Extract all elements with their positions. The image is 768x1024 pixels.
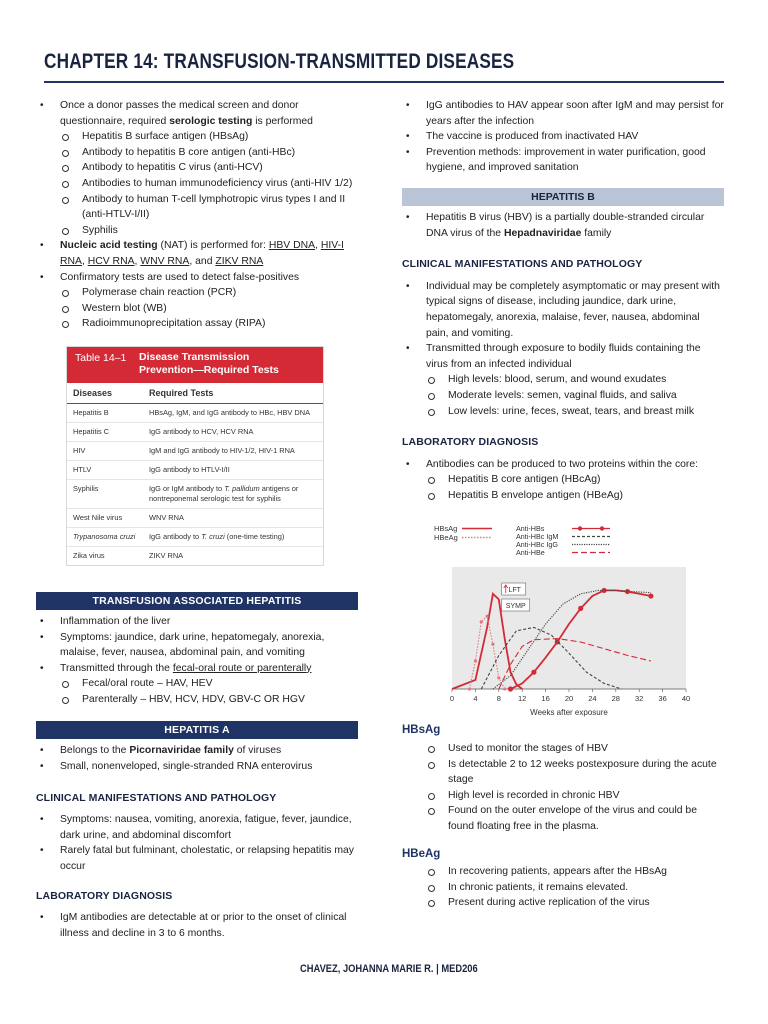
data-point	[491, 643, 494, 646]
intro-bullet: • Once a donor passes the medical screen and donor questionnaire, required serologic testing is performed	[36, 98, 358, 129]
list-item: • Symptoms: jaundice, dark urine, hepatomegaly, anorexia, malaise, fever, nausea, abdominal pain, and vomiting	[36, 630, 358, 661]
data-point	[648, 594, 653, 599]
table-cell: IgG antibody to HTLV-I/II	[149, 464, 230, 474]
table-row	[67, 547, 323, 565]
hbsag-heading: HBsAg	[402, 724, 441, 737]
list-item: • Transmitted through exposure to bodily fluids containing the virus from an infected individual	[402, 341, 724, 372]
list-item: Is detectable 2 to 12 weeks postexposure during the acute stage	[402, 757, 724, 788]
legend-marker	[600, 527, 604, 531]
hepa-clinical-heading: CLINICAL MANIFESTATIONS AND PATHOLOGY	[36, 791, 277, 804]
data-point	[474, 660, 477, 663]
legend-label: HBeAg	[434, 533, 458, 543]
list-item: • Prevention methods: improvement in water purification, good hygiene, and improved sanitation	[402, 145, 724, 176]
table-cell: WNV RNA	[149, 512, 184, 522]
table-row	[67, 404, 323, 423]
list-item: • Transmitted through the fecal-oral route or parenterally	[36, 661, 358, 677]
list-item: • Hepatitis B virus (HBV) is a partially double-stranded circular DNA virus of the Hepadnaviridae family	[402, 210, 724, 241]
data-point	[503, 688, 506, 691]
table-cell: West Nile virus	[73, 512, 123, 522]
list-item: Western blot (WB)	[36, 301, 358, 317]
x-tick-label: 4	[473, 694, 478, 704]
x-tick-label: 28	[611, 694, 620, 704]
table-header-row	[67, 383, 323, 404]
list-item: Hepatitis B surface antigen (HBsAg)	[36, 129, 358, 145]
list-item: • IgM antibodies are detectable at or prior to the onset of clinical illness and decline in 3 to 6 months.	[36, 910, 358, 941]
table-cell: IgG antibody to HCV, HCV RNA	[149, 426, 254, 436]
hepa-lab-heading: LABORATORY DIAGNOSIS	[36, 889, 173, 902]
x-tick-label: 12	[518, 694, 527, 704]
list-item: Moderate levels: semen, vaginal fluids, and saliva	[402, 388, 724, 404]
list-item: Hepatitis B envelope antigen (HBeAg)	[402, 488, 724, 504]
table-cell: HTLV	[73, 464, 92, 474]
table-row	[67, 480, 323, 509]
list-item: Polymerase chain reaction (PCR)	[36, 285, 358, 301]
data-point	[578, 606, 583, 611]
x-tick-label: 8	[496, 694, 501, 704]
right-column	[402, 98, 724, 911]
x-tick-label: 0	[449, 694, 455, 704]
left-column	[36, 98, 358, 941]
legend-label: Anti-HBs	[516, 524, 545, 534]
list-item: Radioimmunoprecipitation assay (RIPA)	[36, 316, 358, 332]
x-tick-label: 16	[541, 694, 550, 704]
list-item: • Inflammation of the liver	[36, 614, 358, 630]
chapter-title: CHAPTER 14: TRANSFUSION-TRANSMITTED DISEASES	[44, 50, 515, 73]
legend-label: Anti-HBe	[516, 548, 545, 558]
list-item: Hepatitis B core antigen (HBcAg)	[402, 472, 724, 488]
list-item: • The vaccine is produced from inactivated HAV	[402, 129, 724, 145]
annotation-symp: SYMP	[505, 603, 526, 611]
table-cell: IgG antibody to T. cruzi (one-time testing)	[149, 531, 285, 541]
title-rule	[44, 81, 724, 83]
list-item: Found on the outer envelope of the virus and could be found floating free in the plasma.	[402, 803, 724, 834]
table-row	[67, 442, 323, 461]
table-cell: Hepatitis C	[73, 426, 110, 436]
list-item: • Small, nonenveloped, single-stranded RNA enterovirus	[36, 759, 358, 775]
hepa-heading: HEPATITIS A	[36, 721, 358, 739]
table-cell: Hepatitis B	[73, 407, 109, 417]
list-item: • IgG antibodies to HAV appear soon after IgM and may persist for years after the infection	[402, 98, 724, 129]
x-axis-label: Weeks after exposure	[530, 708, 608, 718]
list-item: Antibodies to human immunodeficiency virus (anti-HIV 1/2)	[36, 176, 358, 192]
x-tick-label: 20	[564, 694, 574, 704]
list-item: • Individual may be completely asymptomatic or may present with typical signs of disease, including jaundice, dark urine, hepatomegaly, anorexia, malaise, fever, nausea, abdominal pain, and vomiting.	[402, 279, 724, 341]
table-cell: IgM and IgG antibody to HIV-1/2, HIV-1 RNA	[149, 445, 295, 455]
data-point	[508, 687, 513, 692]
table-cell: Syphilis	[73, 483, 99, 493]
x-tick-label: 32	[635, 694, 644, 704]
list-item: High level is recorded in chronic HBV	[402, 788, 724, 804]
data-point	[486, 615, 489, 618]
table-name: Disease Transmission Prevention—Required Tests	[139, 350, 279, 376]
list-item: Antibody to hepatitis B core antigen (anti-HBc)	[36, 145, 358, 161]
list-item: • Belongs to the Picornaviridae family of viruses	[36, 743, 358, 759]
list-item: In recovering patients, appears after the HBsAg	[402, 864, 724, 880]
list-item: Low levels: urine, feces, sweat, tears, and breast milk	[402, 404, 724, 420]
x-tick-label: 40	[681, 694, 691, 704]
table-cell: ZIKV RNA	[149, 550, 184, 560]
hbv-serology-chart	[434, 517, 694, 717]
list-item: Fecal/oral route – HAV, HEV	[36, 676, 358, 692]
hbv-serology-chart-svg	[434, 517, 694, 717]
list-item: Parenterally – HBV, HCV, HDV, GBV-C OR HGV	[36, 692, 358, 708]
list-item: Antibody to human T-cell lymphotropic virus types I and II (anti-HTLV-I/II)	[36, 192, 358, 223]
list-item: In chronic patients, it remains elevated.	[402, 880, 724, 896]
table-col-header: Diseases	[73, 387, 113, 398]
table-row	[67, 528, 323, 547]
table-cell: Zika virus	[73, 550, 105, 560]
required-tests-table	[66, 346, 324, 566]
legend-label: Anti-HBc IgM	[516, 532, 559, 542]
legend-label: Anti-HBc IgG	[516, 540, 558, 550]
legend-marker	[578, 527, 582, 531]
data-point	[468, 688, 471, 691]
table-row	[67, 509, 323, 528]
confirm-bullet: • Confirmatory tests are used to detect false-positives	[36, 270, 358, 286]
table-cell: Trypanosoma cruzi	[73, 531, 136, 541]
x-tick-label: 36	[658, 694, 667, 704]
table-caption	[67, 347, 323, 383]
data-point	[480, 621, 483, 624]
table-row	[67, 461, 323, 480]
tah-heading: TRANSFUSION ASSOCIATED HEPATITIS	[36, 592, 358, 610]
table-cell: HIV	[73, 445, 86, 455]
nat-bullet: • Nucleic acid testing (NAT) is performed for: HBV DNA, HIV-I RNA, HCV RNA, WNV RNA, and ZIKV RNA	[36, 238, 358, 269]
legend-label: HBsAg	[434, 524, 458, 534]
annotation-lft: LFT	[508, 587, 521, 595]
page-footer: CHAVEZ, JOHANNA MARIE R. | MED206	[300, 963, 478, 975]
data-point	[531, 670, 536, 675]
table-cell: HBsAg, IgM, and IgG antibody to HBc, HBV DNA	[149, 407, 311, 417]
table-cell: IgG or IgM antibody to T. pallidum antigens or nontreponemal serologic test for syphilis	[149, 483, 299, 503]
list-item: • Antibodies can be produced to two proteins within the core:	[402, 457, 724, 473]
x-tick-label: 24	[588, 694, 597, 704]
list-item: • Rarely fatal but fulminant, cholestatic, or relapsing hepatitis may occur	[36, 843, 358, 874]
hepb-clinical-heading: CLINICAL MANIFESTATIONS AND PATHOLOGY	[402, 258, 643, 271]
table-number: Table 14–1	[75, 351, 127, 364]
list-item: Antibody to hepatitis C virus (anti-HCV)	[36, 160, 358, 176]
hepb-lab-heading: LABORATORY DIAGNOSIS	[402, 436, 539, 449]
list-item: Present during active replication of the virus	[402, 895, 724, 911]
list-item: Used to monitor the stages of HBV	[402, 741, 724, 757]
table-col-header: Required Tests	[149, 387, 214, 398]
table-row	[67, 423, 323, 442]
data-point	[497, 677, 500, 680]
list-item: Syphilis	[36, 223, 358, 239]
list-item: • Symptoms: nausea, vomiting, anorexia, fatigue, fever, jaundice, dark urine, and abdominal discomfort	[36, 812, 358, 843]
hepb-heading: HEPATITIS B	[402, 188, 724, 206]
list-item: High levels: blood, serum, and wound exudates	[402, 372, 724, 388]
hbeag-heading: HBeAg	[402, 847, 441, 860]
